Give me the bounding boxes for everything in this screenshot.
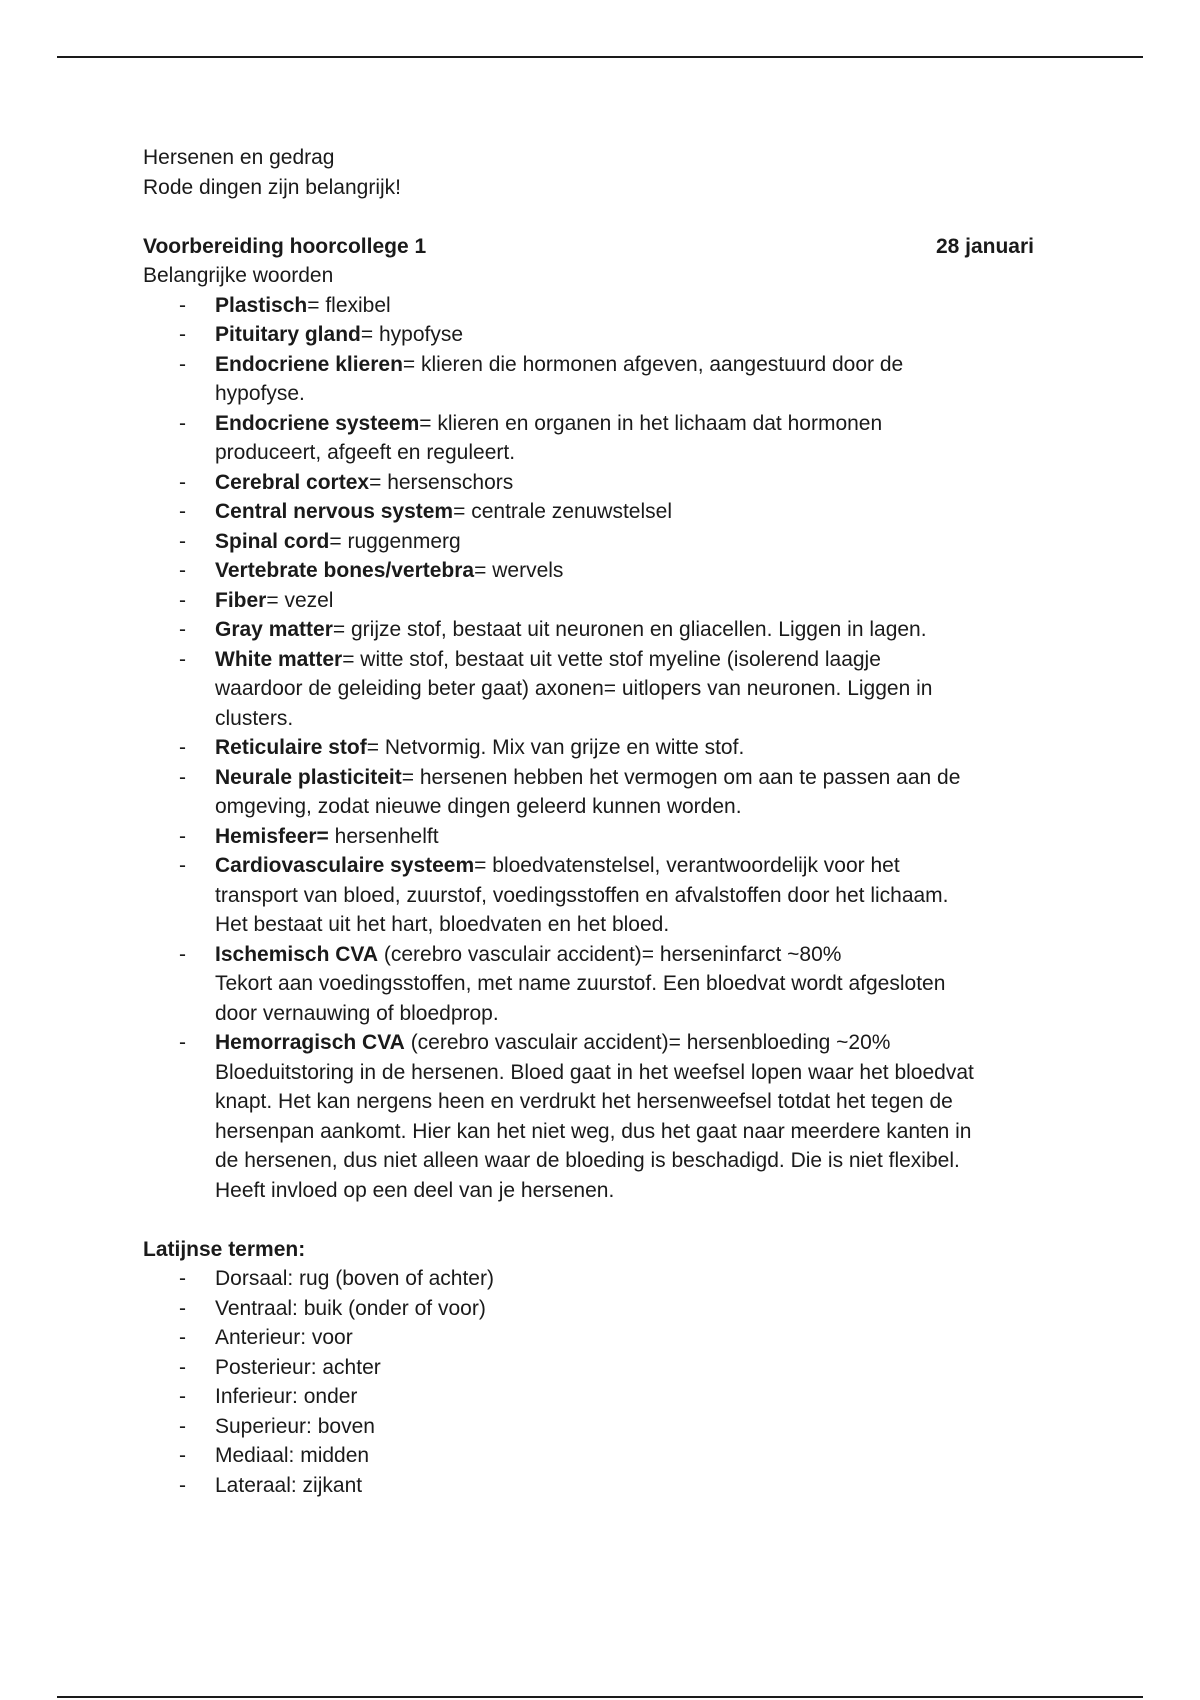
term-definition: hersenhelft xyxy=(334,824,439,848)
latin-term-item xyxy=(179,1294,1063,1324)
term-item xyxy=(179,468,1063,498)
latin-term-item xyxy=(179,1441,1063,1471)
term-label: Hemorragisch CVA xyxy=(215,1031,405,1054)
latin-term-text: Ventraal: buik (onder of voor) xyxy=(215,1296,486,1320)
latin-term-item xyxy=(179,1323,1063,1353)
term-first-line xyxy=(215,851,1063,881)
latin-term-item xyxy=(179,1353,1063,1383)
latin-term-item xyxy=(179,1471,1063,1501)
latin-term-text: Anterieur: voor xyxy=(215,1326,353,1349)
term-separator: = xyxy=(453,500,472,523)
term-label: Cerebral cortex xyxy=(215,470,370,494)
term-label: Endocriene systeem xyxy=(215,411,420,435)
document-body xyxy=(143,143,1063,1500)
term-separator: = xyxy=(329,529,348,553)
term-first-line xyxy=(215,1028,1063,1058)
term-item xyxy=(179,320,1063,350)
term-label: Hemisfeer= xyxy=(215,824,329,848)
term-item xyxy=(179,733,1063,763)
bullet-dash: - xyxy=(179,1355,186,1379)
term-first-line xyxy=(215,586,1063,616)
term-separator: = xyxy=(366,736,385,759)
term-label: Plastisch xyxy=(215,293,308,317)
term-label: Endocriene klieren xyxy=(215,352,403,376)
document-title: Hersenen en gedrag xyxy=(143,146,335,169)
term-definition: (cerebro vasculair accident)= herseninfarct ~80% xyxy=(383,942,842,966)
term-item xyxy=(179,586,1063,616)
bullet-dash: - xyxy=(179,293,186,317)
term-first-line xyxy=(215,645,1063,675)
term-continuation-line: Heeft invloed op een deel van je hersenen. xyxy=(215,1178,615,1202)
term-item xyxy=(179,497,1063,527)
term-first-line xyxy=(215,497,1063,527)
latin-term-text: Inferieur: onder xyxy=(215,1385,358,1408)
term-separator: = xyxy=(342,647,361,671)
term-definition: klieren en organen in het lichaam dat hormonen xyxy=(437,411,883,435)
term-label: Ischemisch CVA xyxy=(215,942,379,966)
term-item xyxy=(179,527,1063,557)
term-first-line xyxy=(215,733,1063,763)
term-continuation-line: produceert, afgeeft en reguleert. xyxy=(215,441,516,464)
term-continuation-line: Tekort aan voedingsstoffen, met name zuurstof. Een bloedvat wordt afgesloten xyxy=(215,972,946,995)
term-item xyxy=(179,763,1063,822)
bullet-dash: - xyxy=(179,323,186,346)
term-item xyxy=(179,615,1063,645)
latin-term-text: Superieur: boven xyxy=(215,1414,375,1438)
term-continuation-line: hersenpan aankomt. Hier kan het niet weg, dus het gaat naar meerdere kanten in xyxy=(215,1119,972,1143)
bullet-dash: - xyxy=(179,411,186,435)
term-definition: bloedvatenstelsel, verantwoordelijk voor het xyxy=(492,854,900,877)
bullet-dash: - xyxy=(179,1326,186,1349)
term-label: Cardiovasculaire systeem xyxy=(215,854,475,877)
term-continuation-line: Bloeduitstoring in de hersenen. Bloed gaat in het weefsel lopen waar het bloedvat xyxy=(215,1060,974,1084)
term-separator: = xyxy=(402,352,422,376)
term-separator: = xyxy=(266,588,285,612)
term-label: Pituitary gland xyxy=(215,323,361,346)
term-continuation-line: omgeving, zodat nieuwe dingen geleerd kunnen worden. xyxy=(215,795,742,818)
bullet-dash: - xyxy=(179,1473,186,1497)
section-date: 28 januari xyxy=(935,234,1034,258)
bullet-dash: - xyxy=(179,1385,186,1408)
section-intro: Belangrijke woorden xyxy=(143,264,334,287)
term-separator: = xyxy=(332,618,351,641)
latin-term-item xyxy=(179,1264,1063,1294)
latin-terms-list xyxy=(143,1264,1063,1500)
bullet-dash: - xyxy=(179,500,186,523)
bullet-dash: - xyxy=(179,1414,186,1438)
term-first-line xyxy=(215,763,1063,793)
term-separator: = xyxy=(474,559,493,582)
term-continuation-line: knapt. Het kan nergens heen en verdrukt het hersenweefsel totdat het tegen de xyxy=(215,1090,953,1113)
latin-term-item xyxy=(179,1382,1063,1412)
term-continuation-line: door vernauwing of bloedprop. xyxy=(215,1001,499,1025)
latin-term-item xyxy=(179,1412,1063,1442)
term-item xyxy=(179,291,1063,321)
latin-term-text: Lateraal: zijkant xyxy=(215,1473,363,1497)
terms-list xyxy=(143,291,1063,1206)
term-separator: = xyxy=(419,411,438,435)
term-first-line xyxy=(215,527,1063,557)
term-separator: = xyxy=(360,323,379,346)
latin-term-text: Mediaal: midden xyxy=(215,1444,370,1467)
term-definition: hypofyse xyxy=(378,323,464,346)
term-first-line xyxy=(215,468,1063,498)
term-definition: wervels xyxy=(492,559,564,582)
term-label: Spinal cord xyxy=(215,529,330,553)
term-definition: witte stof, bestaat uit vette stof myeline (isolerend laagje xyxy=(360,647,881,671)
term-definition: hersenen hebben het vermogen om aan te passen aan de xyxy=(419,765,961,789)
term-first-line xyxy=(215,822,1063,852)
bullet-dash: - xyxy=(179,647,186,671)
term-definition: ruggenmerg xyxy=(347,529,461,553)
bullet-dash: - xyxy=(179,736,186,759)
bullet-dash: - xyxy=(179,588,186,612)
term-separator: = xyxy=(369,470,388,494)
term-continuation-line: transport van bloed, zuurstof, voedingsstoffen en afvalstoffen door het lichaam. xyxy=(215,883,949,907)
term-label: Fiber xyxy=(215,588,267,612)
header-rule xyxy=(57,56,1143,58)
term-item xyxy=(179,645,1063,734)
term-continuation-line: hypofyse. xyxy=(215,382,305,405)
bullet-dash: - xyxy=(179,559,186,582)
term-separator: = xyxy=(474,854,493,877)
term-label: Gray matter xyxy=(215,618,333,641)
term-label: Vertebrate bones/vertebra xyxy=(215,559,475,582)
bullet-dash: - xyxy=(179,1031,186,1054)
term-first-line xyxy=(215,320,1063,350)
term-continuation-line: waardoor de geleiding beter gaat) axonen= uitlopers van neuronen. Liggen in xyxy=(215,677,933,700)
term-first-line xyxy=(215,615,1063,645)
term-definition: klieren die hormonen afgeven, aangestuurd door de xyxy=(421,352,904,376)
term-label: Reticulaire stof xyxy=(215,736,367,759)
term-continuation-line: clusters. xyxy=(215,706,294,730)
term-separator: = xyxy=(401,765,420,789)
term-definition: (cerebro vasculair accident)= hersenbloeding ~20% xyxy=(410,1031,891,1054)
section-heading: Voorbereiding hoorcollege 1 xyxy=(143,234,427,258)
term-label: Neurale plasticiteit xyxy=(215,765,402,789)
bullet-dash: - xyxy=(179,942,186,966)
term-item xyxy=(179,1028,1063,1205)
term-item xyxy=(179,350,1063,409)
term-label: Central nervous system xyxy=(215,500,454,523)
term-item xyxy=(179,822,1063,852)
term-item xyxy=(179,556,1063,586)
term-continuation-line: Het bestaat uit het hart, bloedvaten en het bloed. xyxy=(215,913,670,936)
footer-rule xyxy=(57,1696,1143,1698)
term-item xyxy=(179,851,1063,940)
latin-term-text: Dorsaal: rug (boven of achter) xyxy=(215,1267,494,1290)
term-first-line xyxy=(215,291,1063,321)
bullet-dash: - xyxy=(179,824,186,848)
term-definition: flexibel xyxy=(325,293,391,317)
term-item xyxy=(179,940,1063,1029)
latin-terms-heading: Latijnse termen: xyxy=(143,1237,306,1261)
term-definition: hersenschors xyxy=(387,470,514,494)
bullet-dash: - xyxy=(179,765,186,789)
section-heading-row xyxy=(143,232,1034,262)
bullet-dash: - xyxy=(179,1444,186,1467)
term-first-line xyxy=(215,556,1063,586)
term-definition: grijze stof, bestaat uit neuronen en gliacellen. Liggen in lagen. xyxy=(351,618,927,641)
term-definition: vezel xyxy=(284,588,334,612)
bullet-dash: - xyxy=(179,854,186,877)
document-subtitle: Rode dingen zijn belangrijk! xyxy=(143,175,401,199)
bullet-dash: - xyxy=(179,529,186,553)
bullet-dash: - xyxy=(179,470,186,494)
bullet-dash: - xyxy=(179,1267,186,1290)
term-label: White matter xyxy=(215,647,343,671)
term-definition: centrale zenuwstelsel xyxy=(471,500,672,523)
term-first-line xyxy=(215,409,1063,439)
term-first-line xyxy=(215,940,1063,970)
term-item xyxy=(179,409,1063,468)
latin-term-text: Posterieur: achter xyxy=(215,1355,381,1379)
term-separator: = xyxy=(307,293,326,317)
bullet-dash: - xyxy=(179,352,186,376)
term-first-line xyxy=(215,350,1063,380)
bullet-dash: - xyxy=(179,1296,186,1320)
term-continuation-line: de hersenen, dus niet alleen waar de bloeding is beschadigd. Die is niet flexibel. xyxy=(215,1149,960,1172)
term-definition: Netvormig. Mix van grijze en witte stof. xyxy=(384,736,745,759)
bullet-dash: - xyxy=(179,618,186,641)
